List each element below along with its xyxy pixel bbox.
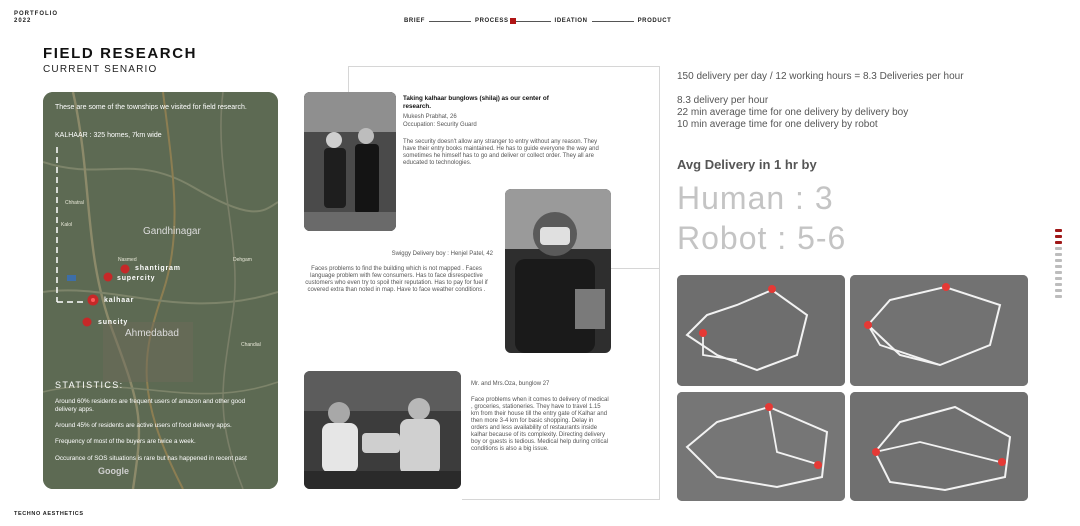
page-indicator: [1055, 229, 1062, 298]
interviewee-name: Swiggy Delivery boy : Henjel Patel, 42: [391, 251, 493, 257]
pin-label-suncity: suncity: [98, 319, 129, 326]
town-label: Chhatral: [65, 200, 84, 206]
interview-text: Face problems when it comes to delivery of medical , groceries, stationeries. They have to travel 1.15 km from their house till the entry gate of Kalhar and then more 3-4 km for basic shopping. Delay in orders and less availability of restaurants inside kalhar because of its complexity. Directing delivery boy or guests is tedious. Medical help during critical conditions is also a big issue.: [471, 397, 609, 452]
interview-heading: Taking kalhaar bunglows (shilaj) as our center of research.: [403, 95, 549, 110]
security-guards-photo: [304, 92, 396, 231]
process-nav: [404, 18, 671, 24]
portfolio-label: [14, 11, 58, 25]
pin-label-supercity: supercity: [117, 275, 156, 282]
frame-line: [348, 66, 660, 67]
pin-label-kalhaar: kalhaar: [104, 297, 135, 304]
page-dot[interactable]: [1055, 271, 1062, 274]
nav-divider: [592, 21, 634, 22]
avg-delivery-heading: Avg Delivery in 1 hr by: [677, 157, 817, 172]
interviewee-occupation: Occupation: Security Guard: [403, 122, 477, 128]
town-label: Chandial: [241, 342, 261, 348]
statistic-item: Around 60% residents are frequent users of amazon and other good delivery apps.: [55, 398, 246, 413]
portfolio-title: PORTFOLIO: [14, 11, 58, 17]
route-map: [850, 275, 1028, 386]
footer-brand: TECHNO AESTHETICS: [14, 511, 84, 517]
interviewee-name: Mr. and Mrs.Oza, bunglow 27: [471, 381, 550, 387]
frame-line: [462, 499, 660, 500]
page-dot[interactable]: [1055, 295, 1062, 298]
page-dot[interactable]: [1055, 253, 1062, 256]
page-dot[interactable]: [1055, 265, 1062, 268]
kalhaar-size-text: KALHAAR : 325 homes, 7km wide: [55, 132, 162, 139]
pin-label-shantigram: shantigram: [135, 265, 181, 272]
page-dot[interactable]: [1055, 241, 1062, 244]
nav-process[interactable]: PROCESS: [475, 18, 509, 24]
page-dot[interactable]: [1055, 289, 1062, 292]
robot-delivery-time: 10 min average time for one delivery by robot: [677, 119, 878, 130]
nav-divider: [513, 21, 551, 22]
delivery-rate-line: 150 delivery per day / 12 working hours = 8.3 Deliveries per hour: [677, 71, 964, 82]
city-label: Ahmedabad: [125, 328, 179, 339]
portfolio-year: 2022: [14, 18, 32, 24]
page-subtitle: CURRENT SENARIO: [43, 64, 158, 75]
interview-text: Faces problems to find the building which is not mapped . Faces language problem with few consumers. Has to face disrespective customers who even try to spoil their reputation. Has to pay for fuel if covered extra than noted in map. Have to face weather conditions .: [305, 266, 488, 293]
page-dot[interactable]: [1055, 247, 1062, 250]
robot-delivery-count: Robot : 5-6: [677, 220, 847, 256]
frame-line: [348, 66, 349, 92]
page-dot[interactable]: [1055, 277, 1062, 280]
town-label: Kalol: [61, 222, 73, 228]
oza-couple-photo: [304, 371, 461, 489]
statistic-item: Occurance of SOS situations is rare but has happened in recent past: [55, 455, 247, 462]
route-map: [677, 275, 845, 386]
photo-illustration: [304, 371, 461, 489]
nav-brief[interactable]: BRIEF: [404, 18, 425, 24]
current-step-marker: [510, 18, 516, 24]
route-map: [677, 392, 845, 501]
frame-line: [611, 268, 660, 269]
route-map-image: [850, 392, 1028, 501]
statistic-item: Around 45% of residents are active users of food delivery apps.: [55, 422, 232, 429]
photo-illustration: [505, 189, 611, 353]
nav-ideation[interactable]: IDEATION: [554, 18, 588, 24]
page-dot[interactable]: [1055, 235, 1062, 238]
nav-divider: [429, 21, 471, 22]
page-title: FIELD RESEARCH: [43, 45, 198, 62]
township-map-card: [43, 92, 278, 489]
frame-line: [659, 66, 660, 500]
city-label: Gandhinagar: [143, 226, 201, 237]
route-map-image: [677, 392, 845, 501]
route-map-image: [677, 275, 845, 386]
delivery-per-hour: 8.3 delivery per hour: [677, 95, 769, 106]
delivery-boy-photo: [505, 189, 611, 353]
google-watermark: Google: [98, 466, 129, 476]
page-dot[interactable]: [1055, 259, 1062, 262]
town-label: Nasmed: [118, 257, 137, 263]
photo-illustration: [304, 92, 396, 231]
route-map-image: [850, 275, 1028, 386]
statistics-heading: STATISTICS:: [55, 380, 124, 390]
nav-product[interactable]: PRODUCT: [637, 18, 672, 24]
route-map: [850, 392, 1028, 501]
statistic-item: Frequency of most of the buyers are twice a week.: [55, 438, 196, 445]
town-label: Dehgam: [233, 257, 252, 263]
page-dot[interactable]: [1055, 283, 1062, 286]
human-delivery-count: Human : 3: [677, 180, 834, 216]
map-intro-text: These are some of the townships we visited for field research.: [55, 104, 247, 111]
interviewee-name: Mukesh Prabhat, 26: [403, 114, 457, 120]
page-dot[interactable]: [1055, 229, 1062, 232]
interview-text: The security doesn't allow any stranger to entry without any reason. They have their entry books maintained. He has to guide everyone the way and sometimes he himself has to go and deliver or collect order. They all are educated to technologies.: [403, 139, 599, 166]
delivery-boy-time: 22 min average time for one delivery by delivery boy: [677, 107, 909, 118]
